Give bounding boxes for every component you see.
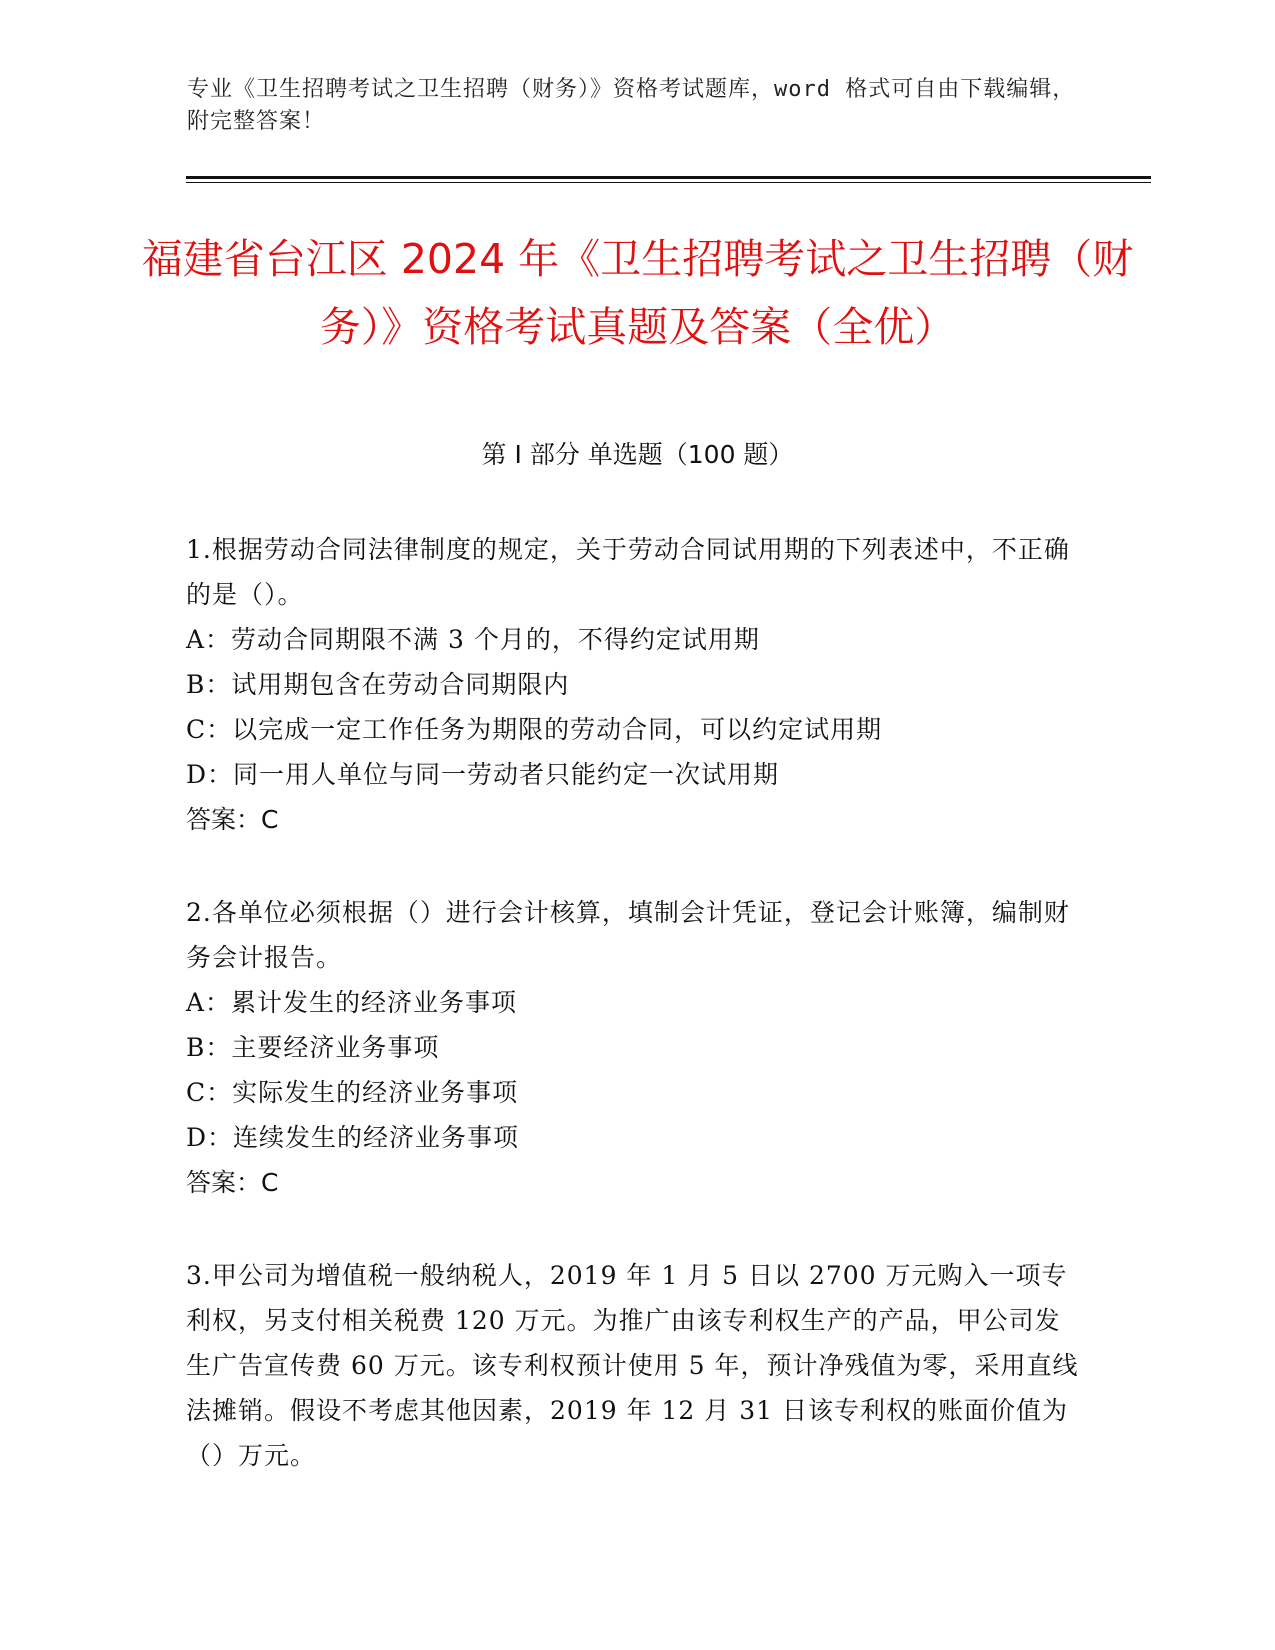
option-a: A：劳动合同期限不满 3 个月的，不得约定试用期: [186, 625, 760, 654]
header-divider-thick: [186, 176, 1151, 179]
answer-line: 答案：C: [186, 805, 279, 834]
question-stem: 2.各单位必须根据（）进行会计核算，填制会计凭证，登记会计账簿，编制财务会计报告。: [186, 898, 1070, 972]
question-item: [186, 1253, 1086, 1478]
header-divider-thin: [186, 182, 1151, 183]
question-stem: 1.根据劳动合同法律制度的规定，关于劳动合同试用期的下列表述中，不正确的是（）。: [186, 535, 1070, 609]
option-b: B：试用期包含在劳动合同期限内: [186, 670, 570, 699]
question-item: [186, 527, 1086, 842]
answer-line: 答案：C: [186, 1168, 279, 1197]
question-item: [186, 890, 1086, 1205]
option-c: C：以完成一定工作任务为期限的劳动合同，可以约定试用期: [186, 715, 883, 744]
section-title: 第 I 部分 单选题（100 题）: [481, 440, 794, 469]
header-note: 专业《卫生招聘考试之卫生招聘（财务）》资格考试题库，word 格式可自由下载编辑，附完整答案！: [187, 77, 1076, 134]
option-c: C：实际发生的经济业务事项: [186, 1078, 519, 1107]
option-d: D：同一用人单位与同一劳动者只能约定一次试用期: [186, 760, 780, 789]
question-stem: 3.甲公司为增值税一般纳税人，2019 年 1 月 5 日以 2700 万元购入一项专利权，另支付相关税费 120 万元。为推广由该专利权生产的产品，甲公司发生广告宣传费 60 万元。该专利权预计使用 5 年，预计净残值为零，采用直线法摊销。假设不考虑其他因素，2019 年 12 月 31 日该专利权的账面价值为（）万元。: [186, 1261, 1079, 1470]
option-a: A：累计发生的经济业务事项: [186, 988, 518, 1017]
option-b: B：主要经济业务事项: [186, 1033, 440, 1062]
option-d: D：连续发生的经济业务事项: [186, 1123, 520, 1152]
question-list: [186, 527, 1086, 1526]
document-title: 福建省台江区 2024 年《卫生招聘考试之卫生招聘（财务）》资格考试真题及答案（全优）: [141, 235, 1134, 351]
